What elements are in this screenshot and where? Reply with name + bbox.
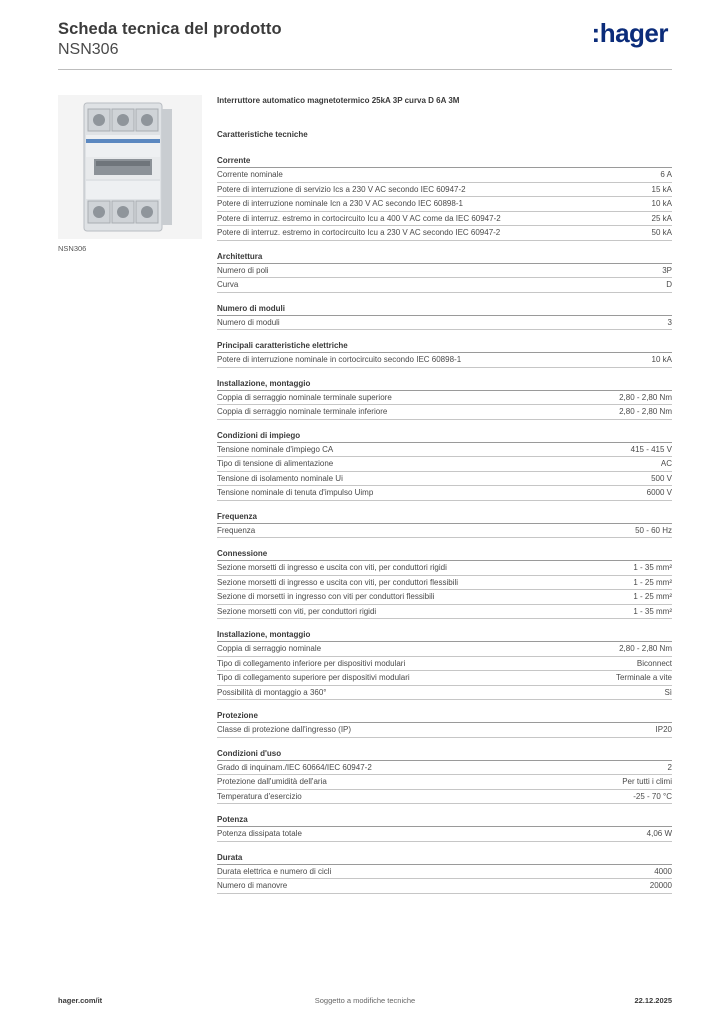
spec-value: IP20	[655, 725, 672, 734]
product-description: Interruttore automatico magnetotermico 25kA 3P curva D 6A 3M	[217, 96, 460, 105]
spec-value: 6 A	[660, 170, 672, 179]
section-title: Potenza	[217, 814, 672, 827]
spec-content	[217, 96, 672, 904]
spec-label: Sezione di morsetti in ingresso con viti per conduttori flessibili	[217, 592, 435, 601]
spec-value: 4000	[654, 866, 672, 876]
spec-label: Tensione di isolamento nominale Ui	[217, 473, 343, 483]
spec-label: Sezione morsetti di ingresso e uscita con viti, per conduttori rigidi	[217, 563, 447, 572]
spec-value: 3	[667, 317, 672, 327]
spec-row	[217, 486, 672, 501]
spec-label: Potere di interruzione nominale Icn a 230 V AC secondo IEC 60898-1	[217, 199, 463, 208]
spec-section	[217, 814, 672, 842]
spec-label: Potenza dissipata totale	[217, 829, 302, 838]
spec-section	[217, 629, 672, 700]
spec-row	[217, 443, 672, 458]
spec-value: 4,06 W	[646, 829, 672, 838]
spec-value: Sì	[664, 687, 672, 697]
spec-value: 2,80 - 2,80 Nm	[619, 644, 672, 653]
footer-date: 22.12.2025	[634, 996, 672, 1005]
spec-section	[217, 430, 672, 501]
spec-section	[217, 710, 672, 738]
spec-label: Numero di manovre	[217, 881, 288, 890]
spec-label: Potere di interruzione di servizio Ics a 230 V AC secondo IEC 60947-2	[217, 184, 466, 194]
spec-section	[217, 378, 672, 420]
spec-section	[217, 303, 672, 331]
page-footer	[58, 996, 672, 1008]
footer-disclaimer: Soggetto a modifiche tecniche	[314, 996, 416, 1005]
spec-section	[217, 548, 672, 619]
spec-row	[217, 671, 672, 686]
spec-label: Potere di interruz. estremo in cortocircuito Icu a 400 V AC come da IEC 60947-2	[217, 213, 501, 223]
page-title: Scheda tecnica del prodotto	[58, 20, 282, 38]
spec-value: 2,80 - 2,80 Nm	[619, 407, 672, 416]
spec-label: Coppia di serraggio nominale	[217, 644, 322, 653]
spec-label: Tensione nominale di tenuta d'impulso Uimp	[217, 488, 374, 497]
spec-row	[217, 605, 672, 620]
spec-value: D	[666, 280, 672, 289]
product-image-caption: NSN306	[58, 244, 87, 253]
section-title: Principali caratteristiche elettriche	[217, 340, 672, 353]
spec-value: 3P	[662, 265, 672, 275]
spec-row	[217, 657, 672, 672]
spec-row	[217, 212, 672, 227]
spec-label: Tipo di tensione di alimentazione	[217, 459, 334, 468]
spec-row	[217, 405, 672, 420]
spec-row	[217, 226, 672, 241]
spec-row	[217, 723, 672, 738]
spec-label: Potere di interruz. estremo in cortocircuito Icu a 230 V AC secondo IEC 60947-2	[217, 228, 501, 237]
spec-row	[217, 278, 672, 293]
spec-section	[217, 340, 672, 368]
spec-value: 15 kA	[651, 184, 672, 194]
spec-row	[217, 561, 672, 576]
spec-label: Classe di protezione dall'ingresso (IP)	[217, 725, 352, 734]
section-title: Durata	[217, 852, 672, 865]
spec-label: Numero di moduli	[217, 317, 280, 327]
spec-row	[217, 790, 672, 805]
spec-label: Grado di inquinam./IEC 60664/IEC 60947-2	[217, 762, 372, 772]
spec-section	[217, 511, 672, 539]
spec-value: 6000 V	[646, 488, 672, 497]
tech-characteristics-heading: Caratteristiche tecniche	[217, 130, 308, 139]
spec-row	[217, 524, 672, 539]
header-divider	[58, 69, 672, 70]
spec-label: Protezione dall'umidità dell'aria	[217, 777, 327, 786]
section-title: Protezione	[217, 710, 672, 723]
spec-value: 1 - 35 mm²	[633, 563, 672, 572]
spec-section	[217, 155, 672, 241]
spec-sections	[217, 155, 672, 894]
spec-section	[217, 251, 672, 293]
footer-website-link[interactable]: hager.com/it	[58, 996, 103, 1005]
spec-label: Durata elettrica e numero di cicli	[217, 866, 332, 876]
spec-label: Tipo di collegamento superiore per dispositivi modulari	[217, 673, 410, 682]
spec-row	[217, 865, 672, 880]
section-title: Condizioni d'uso	[217, 748, 672, 761]
spec-row	[217, 642, 672, 657]
spec-row	[217, 686, 672, 701]
spec-value: 2	[667, 762, 672, 772]
spec-value: 25 kA	[651, 213, 672, 223]
spec-row	[217, 197, 672, 212]
spec-value: 10 kA	[651, 355, 672, 364]
page-header	[58, 20, 672, 70]
spec-value: Per tutti i climi	[622, 777, 672, 786]
spec-label: Possibilità di montaggio a 360°	[217, 687, 327, 697]
spec-value: 50 kA	[651, 228, 672, 237]
spec-value: Terminale a vite	[615, 673, 672, 682]
spec-label: Frequenza	[217, 525, 256, 535]
spec-value: 415 - 415 V	[630, 444, 672, 454]
hager-logo[interactable]: :hager	[591, 18, 668, 48]
spec-label: Curva	[217, 280, 239, 289]
section-title: Corrente	[217, 155, 672, 168]
spec-row	[217, 353, 672, 368]
section-title: Numero di moduli	[217, 303, 672, 316]
spec-value: 20000	[649, 881, 672, 890]
section-title: Installazione, montaggio	[217, 378, 672, 391]
spec-section	[217, 748, 672, 805]
spec-row	[217, 457, 672, 472]
spec-value: 2,80 - 2,80 Nm	[619, 392, 672, 402]
section-title: Frequenza	[217, 511, 672, 524]
spec-row	[217, 761, 672, 776]
spec-row	[217, 775, 672, 790]
spec-value: 500 V	[651, 473, 672, 483]
section-title: Installazione, montaggio	[217, 629, 672, 642]
spec-value: 1 - 25 mm²	[633, 592, 672, 601]
spec-label: Potere di interruzione nominale in cortocircuito secondo IEC 60898-1	[217, 355, 462, 364]
spec-label: Tensione nominale d'impiego CA	[217, 444, 334, 454]
spec-row	[217, 391, 672, 406]
section-title: Architettura	[217, 251, 672, 264]
spec-value: Biconnect	[636, 658, 672, 668]
spec-label: Coppia di serraggio nominale terminale superiore	[217, 392, 392, 402]
spec-label: Sezione morsetti con viti, per conduttori rigidi	[217, 606, 377, 616]
spec-value: 10 kA	[651, 199, 672, 208]
spec-row	[217, 168, 672, 183]
spec-row	[217, 264, 672, 279]
spec-value: AC	[660, 459, 672, 468]
spec-row	[217, 472, 672, 487]
spec-value: 50 - 60 Hz	[635, 525, 672, 535]
spec-row	[217, 183, 672, 198]
spec-label: Coppia di serraggio nominale terminale inferiore	[217, 407, 388, 416]
circuit-breaker-image	[58, 95, 202, 239]
spec-value: -25 - 70 °C	[633, 791, 672, 801]
spec-row	[217, 316, 672, 331]
spec-label: Numero di poli	[217, 265, 269, 275]
spec-value: 1 - 25 mm²	[633, 577, 672, 587]
spec-row	[217, 827, 672, 842]
spec-value: 1 - 35 mm²	[633, 606, 672, 616]
spec-label: Sezione morsetti di ingresso e uscita con viti, per conduttori flessibili	[217, 577, 458, 587]
spec-label: Tipo di collegamento inferiore per dispositivi modulari	[217, 658, 406, 668]
product-image	[58, 95, 202, 239]
spec-label: Corrente nominale	[217, 170, 283, 179]
spec-section	[217, 852, 672, 894]
product-code: NSN306	[58, 41, 119, 58]
spec-label: Temperatura d'esercizio	[217, 791, 302, 801]
spec-row	[217, 576, 672, 591]
spec-row	[217, 590, 672, 605]
section-title: Connessione	[217, 548, 672, 561]
spec-row	[217, 879, 672, 894]
section-title: Condizioni di impiego	[217, 430, 672, 443]
